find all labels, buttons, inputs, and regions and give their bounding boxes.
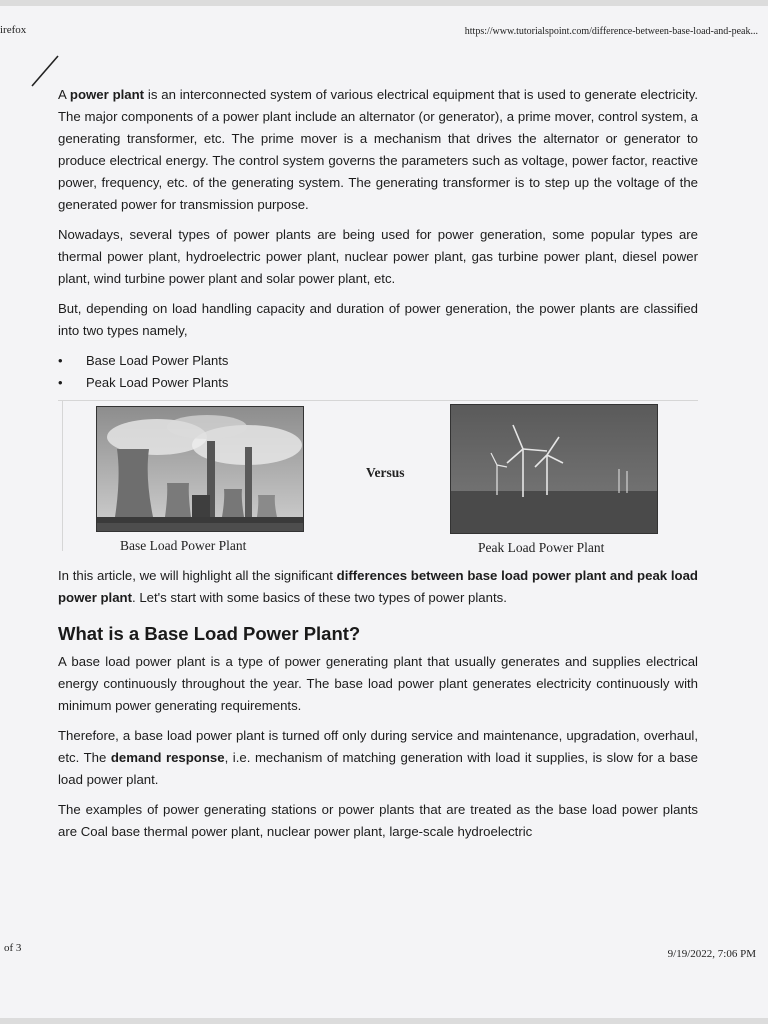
- p4-bold: differences between base load power plant and peak load power plant: [58, 568, 698, 605]
- list-item: • Base Load Power Plants: [58, 350, 698, 372]
- intro-p1-bold: power plant: [69, 87, 145, 102]
- p6-bold: demand response: [110, 750, 225, 765]
- p4-lead: In this article, we will highlight all the significant: [58, 568, 337, 583]
- browser-name: irefox: [0, 24, 27, 36]
- printed-page: [0, 6, 768, 1018]
- intro-p1-rest: is an interconnected system of various electrical equipment that is used to generate electricity. The major components of a power plant include an alternator (or generator), a prime mover, control system, a generating transformer, etc. The prime mover is a mechanism that drives the alternator or generator to produce electrical energy. The control system governs the parameters such as voltage, power factor, reactive power, frequency, etc. of the generating system. The generating transformer is to step up the voltage of the generated power for transmission purpose.: [58, 87, 699, 212]
- plant-types-list: [58, 350, 698, 394]
- comparison-figure: [58, 400, 698, 561]
- print-datetime: 9/19/2022, 7:06 PM: [667, 948, 756, 960]
- intro-paragraph-1: [58, 84, 698, 216]
- article-body: [58, 84, 698, 851]
- p6-rest: , i.e. mechanism of matching generation with load it supplies, is slow for a base load power plant.: [58, 750, 698, 787]
- intro-paragraph-3: But, depending on load handling capacity and duration of power generation, the power plants are classified into two types namely,: [58, 301, 698, 338]
- article-intro-paragraph: [58, 565, 698, 609]
- intro-p1-lead: A: [58, 87, 70, 102]
- section-heading: What is a Base Load Power Plant?: [58, 623, 361, 644]
- figure-border: [62, 401, 63, 551]
- intro-paragraph-2: Nowadays, several types of power plants are being used for power generation, some popular types are thermal power plant, hydroelectric power plant, nuclear power plant, gas turbine power plant, diesel power plant, wind turbine power plant and solar power plant, etc.: [58, 227, 698, 286]
- versus-label: Versus: [366, 465, 405, 480]
- page-count: of 3: [4, 942, 22, 954]
- caption-base-load: Base Load Power Plant: [120, 538, 247, 553]
- peak-load-plant-image: [450, 404, 658, 534]
- base-load-plant-image: [96, 406, 304, 532]
- section-paragraph-2: [58, 725, 698, 791]
- caption-peak-load: Peak Load Power Plant: [478, 540, 605, 555]
- p4-rest: . Let's start with some basics of these two types of power plants.: [132, 590, 507, 605]
- section-paragraph-3: The examples of power generating stations or power plants that are treated as the base load power plants are Coal base thermal power plant, nuclear power plant, large-scale hydroelectric: [58, 802, 698, 839]
- section-paragraph-1: A base load power plant is a type of power generating plant that usually generates and supplies electrical energy continuously throughout the year. The base load power plant generates electricity continuously with minimum power generating requirements.: [58, 654, 698, 713]
- p6-lead: Therefore, a base load power plant is turned off only during service and maintenance, upgradation, overhaul, etc. The: [58, 728, 698, 765]
- list-item: • Peak Load Power Plants: [58, 372, 698, 394]
- page-url: https://www.tutorialspoint.com/difference-between-base-load-and-peak...: [464, 26, 758, 37]
